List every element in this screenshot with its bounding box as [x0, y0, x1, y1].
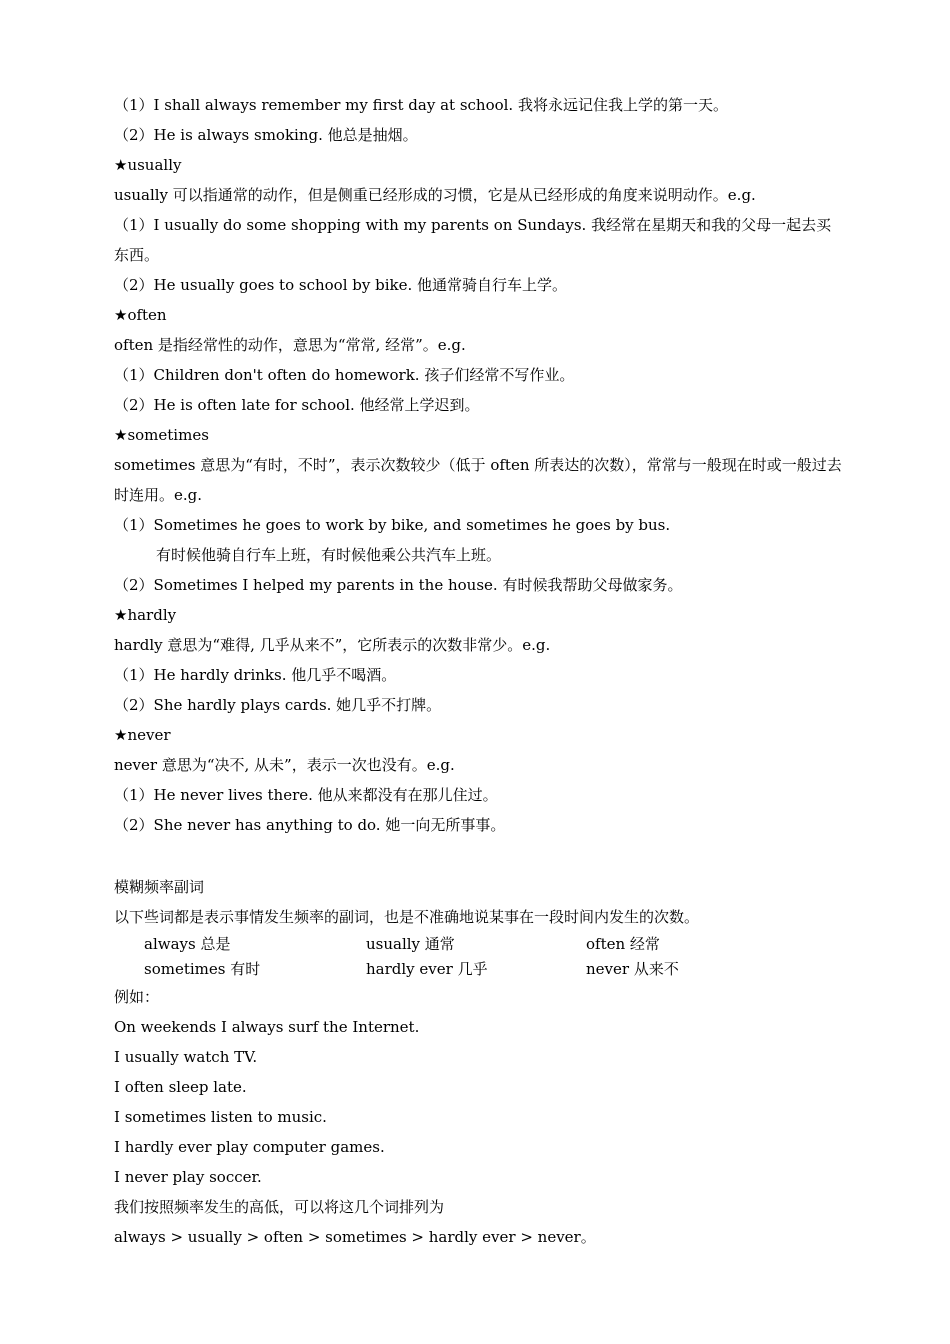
never-example-2: （2）She never has anything to do. 她一向无所事事。: [114, 816, 506, 834]
adverb-always: always 总是: [144, 935, 231, 953]
frequency-order: always > usually > often > sometimes > hardly ever > never。: [114, 1228, 596, 1246]
frequency-adverb-table: [114, 932, 844, 982]
hardly-heading: ★hardly: [114, 606, 177, 624]
often-example-2: （2）He is often late for school. 他经常上学迟到。: [114, 396, 480, 414]
order-intro: 我们按照频率发生的高低，可以将这几个词排列为: [114, 1198, 445, 1216]
fuzzy-example-1: On weekends I always surf the Internet.: [114, 1018, 420, 1036]
fuzzy-example-6: I never play soccer.: [114, 1168, 262, 1186]
never-example-1: （1）He never lives there. 他从来都没有在那儿住过。: [114, 786, 498, 804]
fuzzy-section-title: 模糊频率副词: [114, 878, 205, 896]
example-label: 例如：: [114, 988, 160, 1006]
adverb-often: often 经常: [586, 935, 660, 953]
never-description: never 意思为“决不, 从未”，表示一次也没有。e.g.: [114, 756, 455, 774]
always-example-1: （1）I shall always remember my first day at school. 我将永远记住我上学的第一天。: [114, 96, 728, 114]
fuzzy-example-4: I sometimes listen to music.: [114, 1108, 327, 1126]
fuzzy-example-2: I usually watch TV.: [114, 1048, 258, 1066]
section-gap: [114, 840, 844, 872]
adverb-never: never 从来不: [586, 960, 679, 978]
sometimes-description: sometimes 意思为“有时，不时”，表示次数较少（低于 often 所表达的次数），常常与一般现在时或一般过去时连用。e.g.: [114, 456, 842, 504]
usually-description: usually 可以指通常的动作，但是侧重已经形成的习惯，它是从已经形成的角度来说明动作。e.g.: [114, 186, 756, 204]
sometimes-example-2: （2）Sometimes I helped my parents in the house. 有时候我帮助父母做家务。: [114, 576, 683, 594]
adverb-hardly-ever: hardly ever 几乎: [366, 960, 488, 978]
fuzzy-example-5: I hardly ever play computer games.: [114, 1138, 385, 1156]
hardly-description: hardly 意思为“难得, 几乎从来不”，它所表示的次数非常少。e.g.: [114, 636, 551, 654]
document-page: [114, 90, 844, 1252]
often-description: often 是指经常性的动作，意思为“常常, 经常”。e.g.: [114, 336, 466, 354]
sometimes-example-1-translation: 有时候他骑自行车上班，有时候他乘公共汽车上班。: [156, 546, 502, 564]
fuzzy-example-3: I often sleep late.: [114, 1078, 247, 1096]
usually-example-2: （2）He usually goes to school by bike. 他通常骑自行车上学。: [114, 276, 568, 294]
adverb-sometimes: sometimes 有时: [144, 960, 261, 978]
always-example-2: （2）He is always smoking. 他总是抽烟。: [114, 126, 418, 144]
hardly-example-1: （1）He hardly drinks. 他几乎不喝酒。: [114, 666, 397, 684]
often-example-1: （1）Children don't often do homework. 孩子们经常不写作业。: [114, 366, 575, 384]
usually-example-1: （1）I usually do some shopping with my parents on Sundays. 我经常在星期天和我的父母一起去买东西。: [114, 216, 832, 264]
sometimes-example-1: （1）Sometimes he goes to work by bike, and sometimes he goes by bus.: [114, 516, 671, 534]
fuzzy-section-intro: 以下些词都是表示事情发生频率的副词，也是不准确地说某事在一段时间内发生的次数。: [114, 908, 700, 926]
never-heading: ★never: [114, 726, 171, 744]
usually-heading: ★usually: [114, 156, 182, 174]
adverb-usually: usually 通常: [366, 935, 455, 953]
hardly-example-2: （2）She hardly plays cards. 她几乎不打牌。: [114, 696, 442, 714]
sometimes-heading: ★sometimes: [114, 426, 209, 444]
often-heading: ★often: [114, 306, 167, 324]
